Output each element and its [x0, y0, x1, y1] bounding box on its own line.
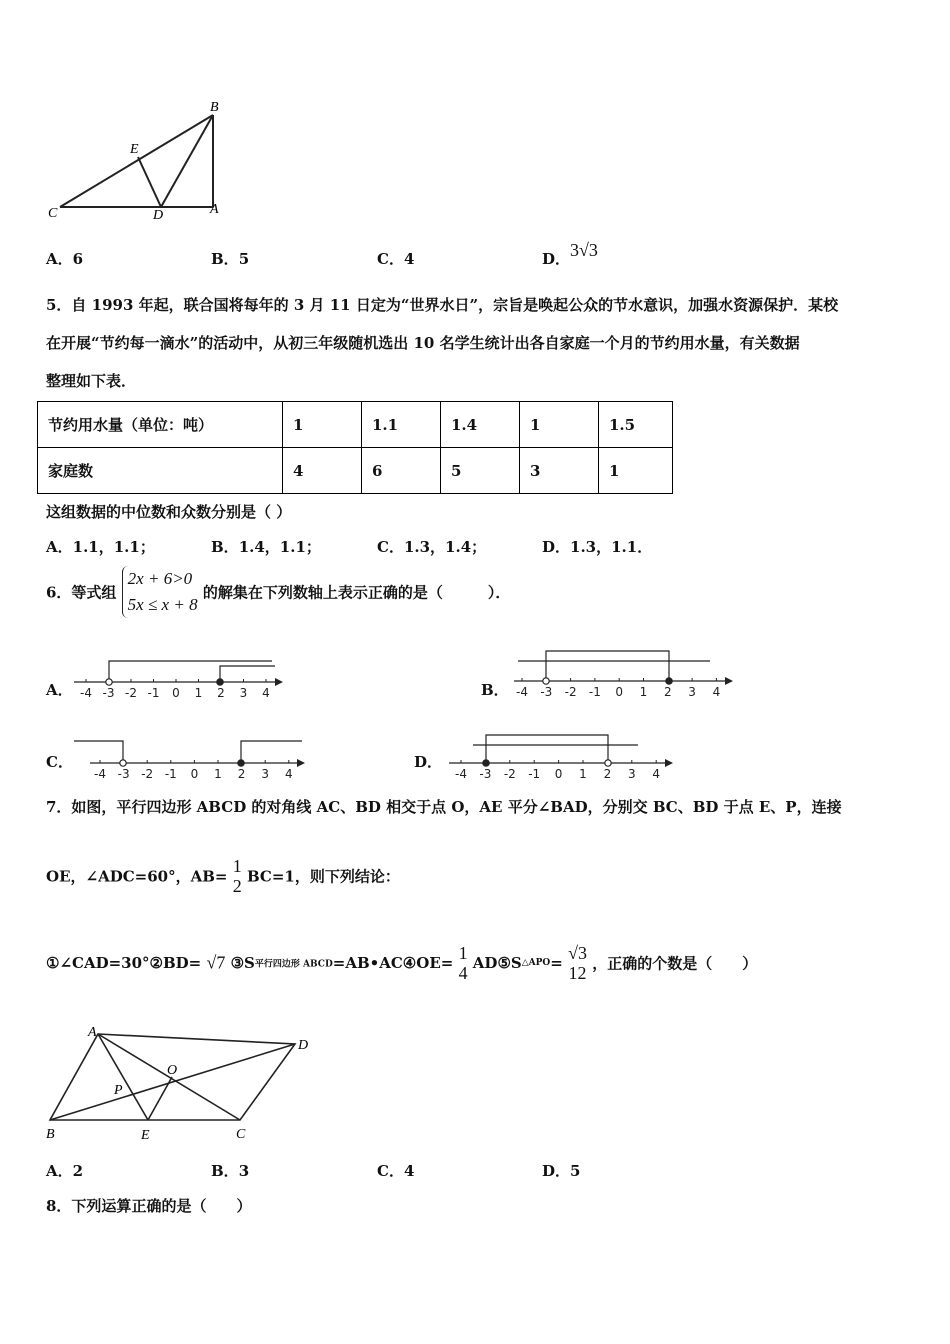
tick-label: -1 [528, 767, 541, 781]
tick-label: -1 [164, 767, 177, 781]
closed-point-marker [666, 678, 672, 684]
tick-label: -1 [588, 685, 601, 699]
table-cell: 1 [283, 402, 362, 448]
segment-ed [138, 157, 161, 207]
q7-stem-line1: 7．如图，平行四边形 ABCD 的对角线 AC、BD 相交于点 O，AE 平分∠BAD，分别交 BC、BD 于点 E、P，连接 [46, 798, 842, 816]
q7-conclusions: ①∠CAD=30°②BD= √7 ③S平行四边形 ABCD=AB•AC④OE= 1 4 AD⑤S△APO= √3 12 ，正确的个数是（ ） [46, 943, 758, 983]
fraction-one-half: 1 2 [232, 856, 242, 896]
tick-label: -3 [540, 685, 553, 699]
segment-oe [148, 1077, 172, 1120]
tick-label: -2 [503, 767, 516, 781]
label-a: A [210, 202, 219, 217]
table-header-cell: 节约用水量（单位：吨） [38, 402, 283, 448]
closed-point-marker [483, 760, 489, 766]
tick-label: -4 [516, 685, 528, 699]
label-c: C [48, 206, 58, 221]
table-header-cell: 家庭数 [38, 448, 283, 494]
table-cell: 1 [599, 448, 673, 494]
label-e: E [130, 142, 139, 157]
q4-option-d[interactable]: D．3√3 [542, 240, 598, 268]
table-cell: 3 [520, 448, 599, 494]
label-b: B [46, 1127, 55, 1142]
tick-label: 4 [652, 767, 661, 781]
tick-label: -4 [94, 767, 106, 781]
table-cell: 6 [362, 448, 441, 494]
tick-label: -1 [147, 686, 160, 700]
label-e: E [141, 1128, 150, 1143]
q6-option-d[interactable]: D． [414, 753, 443, 771]
label-c: C [236, 1127, 246, 1142]
fraction-one-quarter: 1 4 [458, 943, 468, 983]
tick-label: 3 [239, 686, 248, 700]
label-d: D [153, 208, 164, 223]
segment-cb [60, 115, 213, 207]
q5-option-b[interactable]: B．1.4，1.1； [211, 538, 321, 556]
label-d: D [298, 1038, 309, 1053]
label-b: B [210, 100, 219, 115]
q7-option-d[interactable]: D．5 [542, 1162, 581, 1180]
tick-label: 4 [284, 767, 293, 781]
q7-parallelogram-figure [40, 1022, 330, 1147]
segment-ae [98, 1034, 148, 1120]
table-row [38, 448, 673, 494]
q4-triangle-figure [40, 95, 240, 225]
tick-label: 0 [190, 767, 199, 781]
tick-label: 3 [261, 767, 270, 781]
q6-numberline-d [445, 733, 685, 783]
closed-point-marker [217, 679, 223, 685]
tick-label: 4 [262, 686, 270, 700]
q6-option-a[interactable]: A． [46, 681, 73, 699]
closed-point-marker [238, 760, 244, 766]
tick-label: 1 [214, 767, 222, 781]
tick-label: 0 [554, 767, 563, 781]
q4-option-c[interactable]: C．4 [377, 250, 415, 268]
q6-numberline-b [510, 648, 740, 703]
table-cell: 1.5 [599, 402, 673, 448]
label-a: A [88, 1025, 97, 1040]
table-cell: 4 [283, 448, 362, 494]
tick-label: 2 [663, 685, 672, 699]
tick-label: 3 [688, 685, 696, 699]
segment-bd [161, 115, 213, 207]
tick-label: 2 [237, 767, 246, 781]
q4-option-b[interactable]: B．5 [211, 250, 250, 268]
tick-label: 1 [194, 686, 203, 700]
open-point-marker [120, 760, 126, 766]
q7-option-b[interactable]: B．3 [211, 1162, 250, 1180]
q5-option-a[interactable]: A．1.1，1.1； [46, 538, 155, 556]
q5-question: 这组数据的中位数和众数分别是（ ） [46, 503, 292, 521]
tick-label: -2 [125, 686, 137, 700]
q7-option-c[interactable]: C．4 [377, 1162, 415, 1180]
tick-label: 0 [615, 685, 624, 699]
label-p: P [114, 1083, 123, 1098]
q6-numberline-c [72, 735, 312, 783]
tick-label: 0 [172, 686, 180, 700]
tick-label: 2 [217, 686, 225, 700]
open-point-marker [605, 760, 611, 766]
tick-label: 1 [579, 767, 587, 781]
tick-label: 2 [603, 767, 612, 781]
tick-label: -3 [102, 686, 115, 700]
tick-label: -2 [141, 767, 154, 781]
q8-stem: 8．下列运算正确的是（ ） [46, 1197, 252, 1215]
q5-option-c[interactable]: C．1.3，1.4； [377, 538, 487, 556]
q4-option-a[interactable]: A．6 [46, 250, 84, 268]
q6-option-b[interactable]: B． [481, 681, 509, 699]
label-o: O [167, 1063, 178, 1078]
q5-option-d[interactable]: D．1.3，1.1． [542, 538, 653, 556]
table-cell: 1.4 [441, 402, 520, 448]
q7-stem-line2: OE，∠ADC=60°，AB= 1 2 BC=1，则下列结论： [46, 856, 400, 896]
inequality-system: 2x + 6>0 5x ≤ x + 8 [122, 566, 198, 618]
q6-numberline-a [70, 655, 285, 705]
table-cell: 1.1 [362, 402, 441, 448]
tick-label: 3 [627, 767, 636, 781]
q6-stem: 6．等式组 2x + 6>0 5x ≤ x + 8 的解集在下列数轴上表示正确的是（ ）． [46, 566, 510, 618]
tick-label: 1 [639, 685, 648, 699]
q5-stem: 5．自 1993 年起，联合国将每年的 3 月 11 日定为“世界水日”，宗旨是唤起公众的节水意识，加强水资源保护．某校 在开展“节约每一滴水”的活动中，从初三年级随机选出 10 名学生统计出各自家庭一个月的节约用水量，有关数据 整理如下表． [46, 296, 839, 390]
tick-label: -4 [80, 686, 92, 700]
tick-label: -3 [117, 767, 130, 781]
tick-label: -2 [564, 685, 577, 699]
table-row [38, 402, 673, 448]
q7-option-a[interactable]: A．2 [46, 1162, 84, 1180]
q5-data-table [37, 401, 673, 494]
open-point-marker [543, 678, 549, 684]
table-cell: 5 [441, 448, 520, 494]
tick-label: 4 [712, 685, 721, 699]
fraction-sqrt3-over-12: √3 12 [568, 943, 587, 983]
open-point-marker [106, 679, 112, 685]
q6-option-c[interactable]: C． [46, 753, 73, 771]
tick-label: -4 [455, 767, 467, 781]
table-cell: 1 [520, 402, 599, 448]
tick-label: -3 [479, 767, 492, 781]
